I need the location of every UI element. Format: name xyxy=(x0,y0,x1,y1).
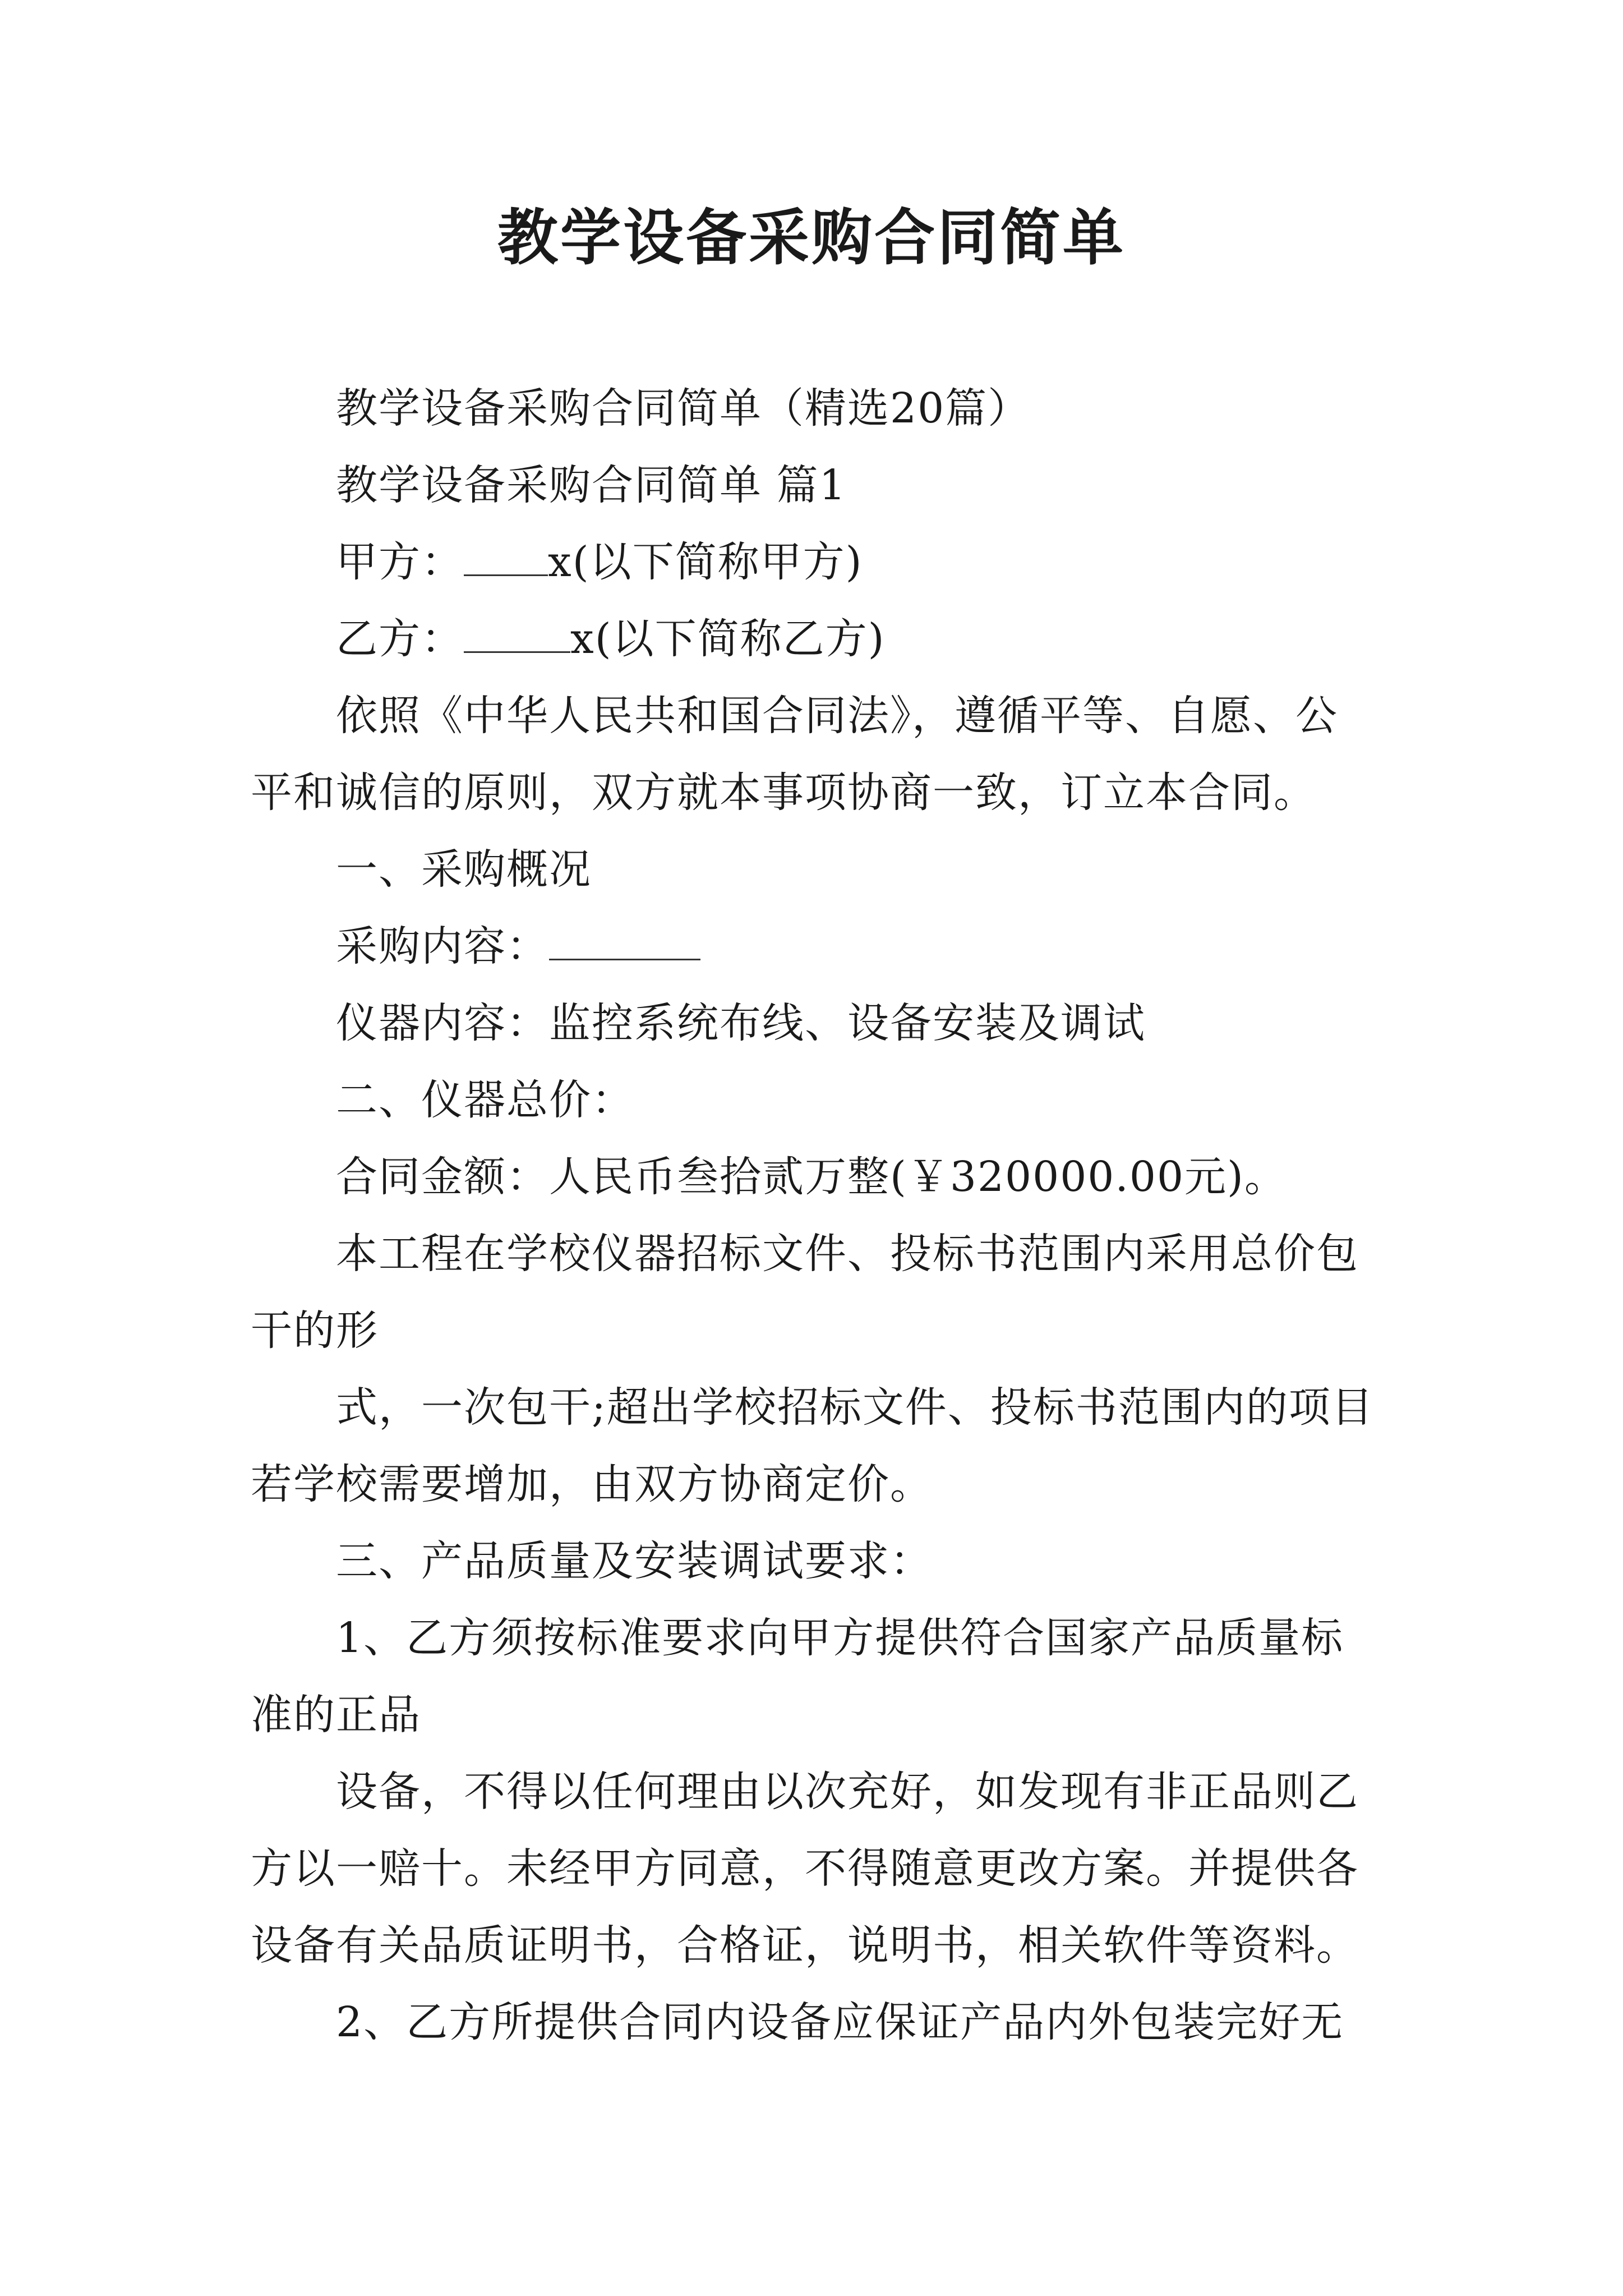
document-title: 教学设备采购合同简单 xyxy=(497,203,1126,273)
party-a-note: x(以下简称甲方) xyxy=(548,538,863,586)
paragraph-collection-title: 教学设备采购合同简单（精选20篇） xyxy=(336,384,1031,432)
paragraph-party-a xyxy=(251,524,1378,601)
paragraph-scope: 本工程在学校仪器招标文件、投标书范围内采用总价包干的形 xyxy=(251,1230,1359,1355)
party-b-blank xyxy=(464,610,570,653)
paragraph-section-two: 二、仪器总价： xyxy=(336,1076,634,1124)
party-a-blank xyxy=(464,533,548,576)
purchase-content-blank xyxy=(549,917,700,960)
party-b-label: 乙方： xyxy=(336,615,464,663)
paragraph-purchase-content xyxy=(251,908,1378,985)
purchase-content-label: 采购内容： xyxy=(336,922,549,970)
paragraph-section-heading: 教学设备采购合同简单 篇1 xyxy=(336,461,847,509)
party-b-note: x(以下简称乙方) xyxy=(570,615,886,663)
paragraph-equipment-quality: 设备，不得以任何理由以次充好，如发现有非正品则乙方以一赔十。未经甲方同意，不得随意更改方案。并提供各设备有关品质证明书，合格证，说明书，相关软件等资料。 xyxy=(251,1768,1359,1970)
paragraph-section-one: 一、采购概况 xyxy=(336,845,592,894)
paragraph-clause-one: 1、乙方须按标准要求向甲方提供符合国家产品质量标准的正品 xyxy=(251,1614,1344,1739)
paragraph-instrument-content: 仪器内容：监控系统布线、设备安装及调试 xyxy=(336,999,1146,1047)
document-body xyxy=(251,370,1378,2061)
paragraph-contract-amount: 合同金额：人民币叁拾贰万整(￥320000.00元)。 xyxy=(336,1153,1287,1201)
paragraph-legal-basis: 依照《中华人民共和国合同法》，遵循平等、自愿、公平和诚信的原则，双方就本事项协商一致，订立本合同。 xyxy=(251,692,1338,817)
paragraph-clause-two: 2、乙方所提供合同内设备应保证产品内外包装完好无 xyxy=(336,1998,1344,2046)
paragraph-lump-sum: 式，一次包干;超出学校招标文件、投标书范围内的项目若学校需要增加，由双方协商定价。 xyxy=(251,1383,1374,1508)
paragraph-section-three: 三、产品质量及安装调试要求： xyxy=(336,1537,933,1585)
party-a-label: 甲方： xyxy=(336,538,464,586)
paragraph-party-b xyxy=(251,601,1378,678)
